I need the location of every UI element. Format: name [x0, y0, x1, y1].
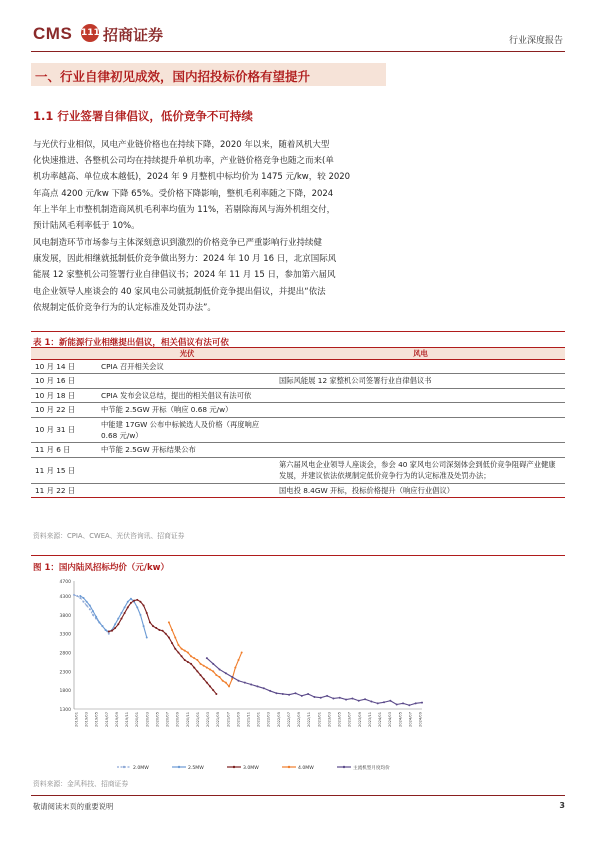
x-tick-label: 2023/01	[317, 712, 322, 727]
data-point	[82, 597, 84, 599]
table-cell-pv	[98, 457, 276, 483]
data-point	[168, 621, 170, 623]
data-point	[215, 693, 217, 695]
data-point	[177, 652, 179, 654]
table-header-wind: 风电	[276, 348, 565, 360]
data-point	[92, 610, 94, 612]
data-point	[79, 595, 81, 597]
figure-title: 图 1：国内陆风招标均价（元/kw）	[33, 563, 169, 573]
table-cell-wind	[276, 388, 565, 402]
data-point	[339, 697, 341, 699]
initiative-table	[31, 347, 565, 498]
data-point	[389, 700, 391, 702]
x-tick-label: 2022/03	[266, 712, 271, 727]
data-point	[250, 684, 252, 686]
data-point	[228, 685, 230, 687]
data-point	[402, 702, 404, 704]
table-header-row	[31, 348, 565, 360]
x-tick-label: 2021/03	[206, 712, 211, 727]
table-cell-wind	[276, 360, 565, 374]
paragraph-line: 电企业领导人座谈会的 40 家风电公司就抵制低价竞争提出倡议，并提出“依法	[33, 286, 326, 297]
data-point	[215, 674, 217, 676]
data-point	[73, 594, 75, 596]
data-point	[231, 678, 233, 680]
data-point	[269, 690, 271, 692]
table-cell-pv: CPIA 召开相关会议	[98, 360, 276, 374]
x-tick-label: 2023/09	[357, 712, 362, 727]
data-point	[326, 695, 328, 697]
data-point	[76, 595, 78, 597]
data-point	[234, 667, 236, 669]
data-point	[231, 676, 233, 678]
table-cell-date: 10 月 18 日	[31, 388, 98, 402]
data-point	[136, 606, 138, 608]
table-cell-wind: 第六届风电企业领导人座谈会，参会 40 家风电公司深刻体会到低价竞争阻碍产业健康发展，并建议依法依规制定低价竞争行为的认定标准及处罚办法；	[276, 457, 565, 483]
data-point	[117, 623, 119, 625]
x-tick-label: 2023/11	[367, 712, 372, 727]
data-point	[171, 642, 173, 644]
data-point	[225, 682, 227, 684]
legend-label: 2.0MW	[133, 765, 149, 771]
table-row	[31, 388, 565, 402]
data-point	[209, 685, 211, 687]
data-point	[256, 685, 258, 687]
data-point	[364, 698, 366, 700]
data-point	[358, 700, 360, 702]
data-point	[282, 693, 284, 695]
data-point	[146, 636, 148, 638]
data-point	[127, 601, 129, 603]
data-point	[196, 659, 198, 661]
paragraph-line: 机功率越高、单位成本越低)，2024 年 9 月整机中标均价为 1475 元/kw，较 2020	[33, 172, 351, 183]
data-point	[181, 655, 183, 657]
data-point	[206, 667, 208, 669]
footer-divider	[31, 795, 565, 796]
table-source-note: 资料来源：CPIA、CWEA、光伏咨询讯、招商证券	[33, 532, 185, 540]
data-point	[206, 657, 208, 659]
data-point	[133, 600, 135, 602]
x-tick-label: 2022/05	[276, 712, 281, 727]
data-point	[190, 655, 192, 657]
table-cell-pv	[98, 374, 276, 388]
data-point	[149, 621, 151, 623]
data-point	[95, 616, 97, 618]
subsection-title: 1.1 行业签署自律倡议，低价竞争不可持续	[33, 109, 253, 123]
y-tick-label: 3800	[59, 613, 71, 619]
data-point	[143, 625, 145, 627]
data-point	[124, 606, 126, 608]
x-tick-label: 2021/01	[195, 712, 200, 727]
series-line	[207, 658, 422, 705]
x-tick-label: 2023/05	[337, 712, 342, 727]
data-point	[408, 704, 410, 706]
y-tick-label: 3300	[59, 632, 71, 638]
legend-label: 3.0MW	[243, 765, 259, 771]
y-tick-label: 4700	[59, 580, 71, 585]
y-tick-label: 1800	[59, 689, 71, 695]
legend-marker	[288, 766, 290, 768]
data-point	[396, 703, 398, 705]
data-point	[114, 627, 116, 629]
footer-disclaimer: 敬请阅读末页的重要说明	[33, 802, 114, 811]
data-point	[155, 627, 157, 629]
bid-price-line-chart	[52, 577, 432, 775]
data-point	[184, 650, 186, 652]
data-point	[181, 648, 183, 650]
legend-label: 4.0MW	[298, 765, 314, 771]
x-tick-label: 2022/01	[256, 712, 261, 727]
legend-label: 主流机型月度均价	[353, 765, 390, 771]
data-point	[241, 652, 243, 654]
table-title-divider	[31, 331, 565, 332]
table-cell-date: 11 月 6 日	[31, 443, 98, 457]
data-point	[171, 629, 173, 631]
data-point	[111, 630, 113, 632]
data-point	[139, 601, 141, 603]
table-cell-pv: 中能建 17GW 公布中标候选人及价格（再度响应 0.68 元/w）	[98, 417, 276, 443]
data-point	[332, 697, 334, 699]
data-point	[98, 621, 100, 623]
table-cell-wind: 国电投 8.4GW 开标，投标价格提升（响应行业倡议）	[276, 483, 565, 497]
table-cell-date: 10 月 14 日	[31, 360, 98, 374]
x-tick-label: 2019/11	[125, 712, 130, 727]
data-point	[184, 659, 186, 661]
data-point	[127, 606, 129, 608]
x-tick-label: 2021/11	[246, 712, 251, 727]
paragraph-line: 年高点 4200 元/kw 下降 65%。受价格下降影响，整机毛利率随之下降，2024	[33, 188, 334, 199]
data-point	[124, 612, 126, 614]
data-point	[187, 652, 189, 654]
x-tick-label: 2020/01	[135, 712, 140, 727]
paragraph-price-decline	[33, 137, 567, 234]
x-tick-label: 2022/09	[297, 712, 302, 727]
x-tick-label: 2023/07	[347, 712, 352, 727]
data-point	[108, 630, 110, 632]
y-tick-label: 2800	[59, 651, 71, 657]
paragraph-line: 康发展，因此相继就抵制低价竞争做出努力：2024 年 10 月 16 日，北京国际风	[33, 254, 337, 265]
x-tick-label: 2022/11	[307, 712, 312, 727]
x-tick-label: 2022/07	[286, 712, 291, 727]
logo-emblem-icon: 111	[81, 24, 99, 42]
data-point	[313, 696, 315, 698]
data-point	[117, 618, 119, 620]
data-point	[130, 602, 132, 604]
report-type-label: 行业深度报告	[508, 36, 563, 46]
data-point	[92, 614, 94, 616]
data-point	[79, 597, 81, 599]
data-point	[238, 659, 240, 661]
data-point	[307, 693, 309, 695]
data-point	[139, 614, 141, 616]
data-point	[203, 665, 205, 667]
x-tick-label: 2021/05	[216, 712, 221, 727]
table-cell-pv: 中节能 2.5GW 开标结果公布	[98, 443, 276, 457]
header-divider	[31, 51, 565, 52]
x-tick-label: 2019/07	[104, 712, 109, 727]
table-cell-date: 10 月 31 日	[31, 417, 98, 443]
data-point	[193, 657, 195, 659]
paragraph-line: 依规制定低价竞争行为的认定标准及处罚办法”。	[33, 302, 216, 313]
data-point	[200, 674, 202, 676]
x-tick-label: 2021/09	[236, 712, 241, 727]
x-tick-label: 2024/07	[408, 712, 413, 727]
x-tick-label: 2020/07	[165, 712, 170, 727]
data-point	[263, 687, 265, 689]
data-point	[82, 601, 84, 603]
table-header-date	[31, 348, 98, 360]
data-point	[196, 670, 198, 672]
page-number: 3	[559, 801, 565, 810]
data-point	[152, 625, 154, 627]
data-point	[203, 678, 205, 680]
table-row	[31, 374, 565, 388]
paragraph-line: 年上半年上市整机制造商风机毛利率均值为 11%，若剔除海风与海外机组交付，	[33, 204, 336, 215]
data-point	[187, 661, 189, 663]
data-point	[345, 699, 347, 701]
table-row	[31, 483, 565, 497]
table-cell-pv	[98, 483, 276, 497]
data-point	[212, 663, 214, 665]
x-tick-label: 2019/03	[84, 712, 89, 727]
data-point	[120, 612, 122, 614]
data-point	[377, 702, 379, 704]
data-point	[206, 682, 208, 684]
y-tick-label: 2300	[59, 670, 71, 676]
data-point	[190, 663, 192, 665]
x-tick-label: 2023/03	[327, 712, 332, 727]
x-tick-label: 2020/05	[155, 712, 160, 727]
data-point	[89, 604, 91, 606]
data-point	[219, 676, 221, 678]
data-point	[130, 598, 132, 600]
data-point	[177, 644, 179, 646]
data-point	[101, 625, 103, 627]
data-point	[108, 633, 110, 635]
table-cell-pv: 中节能 2.5GW 开标（响应 0.68 元/w）	[98, 403, 276, 417]
logo-chinese-name: 招商证券	[103, 26, 164, 44]
table-cell-date: 10 月 16 日	[31, 374, 98, 388]
paragraph-line: 能展 12 家整机公司签署行业自律倡议书；2024 年 11 月 15 日，参加第六届风	[33, 270, 336, 281]
x-tick-label: 2020/09	[175, 712, 180, 727]
paragraph-self-discipline	[33, 235, 567, 316]
table-cell-pv: CPIA 发布会议总结，提出的相关倡议有法可依	[98, 388, 276, 402]
table-cell-wind	[276, 417, 565, 443]
paragraph-line: 化快速推进、各整机公司均在持续提升单机功率，产业链价格竞争也随之而来(单	[33, 156, 334, 167]
data-point	[219, 668, 221, 670]
x-tick-label: 2024/09	[418, 712, 423, 727]
x-tick-label: 2024/01	[378, 712, 383, 727]
table-cell-wind: 国际风能展 12 家整机公司签署行业自律倡议书	[276, 374, 565, 388]
paragraph-line: 预计陆风毛利率低于 10%。	[33, 221, 140, 232]
table-row	[31, 403, 565, 417]
legend-marker	[123, 766, 125, 768]
x-tick-label: 2019/09	[114, 712, 119, 727]
data-point	[212, 689, 214, 691]
legend-marker	[233, 766, 235, 768]
table-header-pv: 光伏	[98, 348, 276, 360]
legend-label: 2.5MW	[188, 765, 204, 771]
table-cell-date: 10 月 22 日	[31, 403, 98, 417]
data-point	[415, 702, 417, 704]
x-tick-label: 2019/05	[94, 712, 99, 727]
data-point	[351, 697, 353, 699]
x-tick-label: 2024/05	[398, 712, 403, 727]
data-point	[370, 700, 372, 702]
table-row	[31, 360, 565, 374]
data-point	[320, 697, 322, 699]
data-point	[143, 604, 145, 606]
legend-marker	[178, 766, 180, 768]
table-cell-date: 11 月 15 日	[31, 457, 98, 483]
data-point	[89, 608, 91, 610]
data-point	[212, 670, 214, 672]
data-point	[165, 633, 167, 635]
data-point	[275, 692, 277, 694]
figure-source-note: 资料来源：金风科技、招商证券	[33, 780, 129, 788]
table-row	[31, 417, 565, 443]
logo-text: CMS	[33, 24, 73, 43]
data-point	[288, 694, 290, 696]
table-title: 表 1：新能源行业相继提出倡议，相关倡议有法可依	[33, 338, 229, 348]
data-point	[209, 668, 211, 670]
data-point	[244, 682, 246, 684]
table-row	[31, 457, 565, 483]
x-tick-label: 2024/03	[388, 712, 393, 727]
figure-title-divider	[31, 555, 565, 556]
y-tick-label: 1300	[59, 708, 71, 713]
data-point	[383, 701, 385, 703]
section-title: 一、行业自律初见成效，国内招投标价格有望提升	[35, 69, 311, 84]
x-tick-label: 2020/11	[185, 712, 190, 727]
x-tick-label: 2019/01	[74, 712, 79, 727]
x-tick-label: 2020/03	[145, 712, 150, 727]
data-point	[238, 680, 240, 682]
paragraph-line: 与光伏行业相似，风电产业链价格也在持续下降，2020 年以来，随着风机大型	[33, 140, 330, 150]
data-point	[168, 636, 170, 638]
data-point	[225, 672, 227, 674]
data-point	[174, 636, 176, 638]
data-point	[105, 629, 107, 631]
data-point	[222, 680, 224, 682]
table-row	[31, 443, 565, 457]
data-point	[301, 695, 303, 697]
data-point	[421, 702, 423, 704]
data-point	[86, 601, 88, 603]
data-point	[136, 599, 138, 601]
table-cell-date: 11 月 22 日	[31, 483, 98, 497]
data-point	[120, 618, 122, 620]
x-tick-label: 2021/07	[226, 712, 231, 727]
data-point	[162, 630, 164, 632]
y-tick-label: 4300	[59, 595, 71, 601]
table-cell-wind	[276, 443, 565, 457]
series-line	[80, 596, 146, 637]
data-point	[146, 612, 148, 614]
data-point	[158, 629, 160, 631]
paragraph-line: 风电制造环节市场参与主体深刻意识到激烈的价格竞争已严重影响行业持续健	[33, 238, 323, 248]
data-point	[86, 604, 88, 606]
data-point	[200, 663, 202, 665]
table-cell-wind	[276, 403, 565, 417]
data-point	[193, 667, 195, 669]
data-point	[174, 648, 176, 650]
data-point	[294, 692, 296, 694]
data-point	[114, 623, 116, 625]
legend-marker	[343, 766, 345, 768]
